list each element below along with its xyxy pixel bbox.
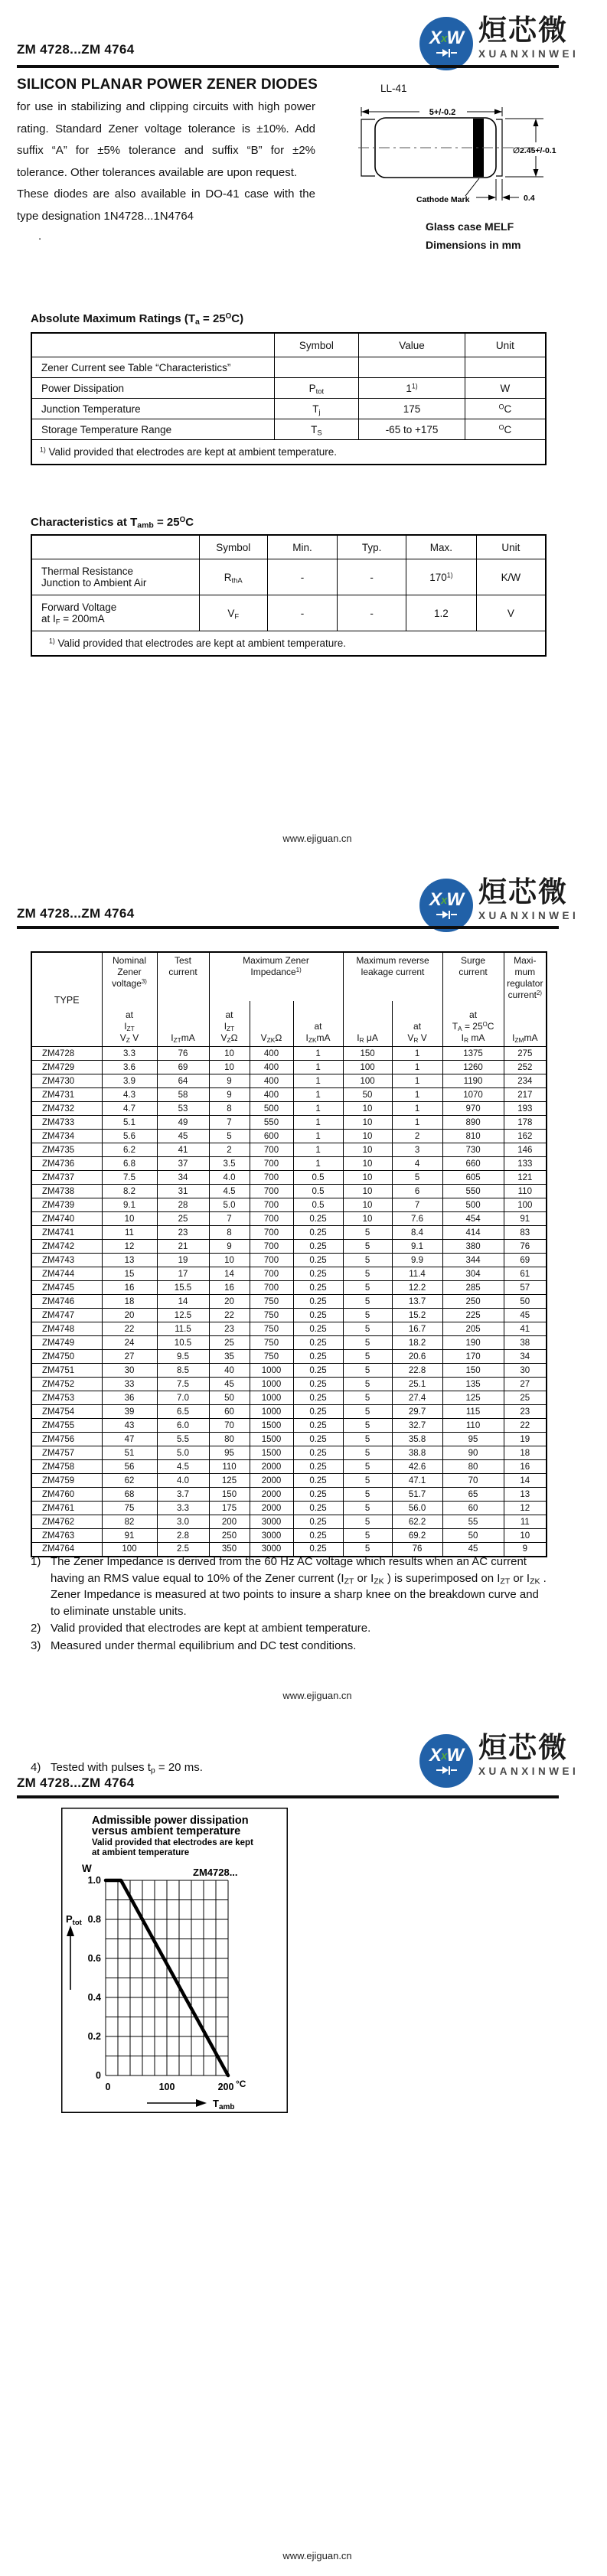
intro-paragraph-2: These diodes are also available in DO-41 case with the type designation 1N4728...1N4764 (17, 187, 315, 223)
logo-letters: XxW (429, 27, 463, 48)
sub-vzk-ohm: $V_{ZK}\Omega$ (250, 1001, 293, 1047)
zener-table-row: ZM4764 100 2.5 350 3000 0.25 5 76 45 9 (31, 1543, 547, 1557)
logo-letters: XxW (429, 1744, 463, 1766)
footnote-4: 4) Tested with pulses $t_p = 20$ ms. (31, 1761, 203, 1775)
group-max-reverse-leakage: Maximum reverse leakage current (343, 952, 442, 1001)
zener-table-row: ZM4729 3.6 69 10 400 1 100 1 1260 252 (31, 1061, 547, 1074)
logo-circle-icon (419, 1734, 473, 1788)
amr-footnote-row: $^{1)}$ Valid provided that electrodes are kept at ambient temperature. (31, 440, 546, 465)
col-unit: Unit (465, 333, 546, 357)
zener-table-row: ZM4733 5.1 49 7 550 1 10 1 890 178 (31, 1116, 547, 1130)
sub-izm: $I_{ZM}mA$ (504, 1001, 547, 1047)
zener-table-row: ZM4738 8.2 31 4.5 700 0.5 10 6 550 110 (31, 1185, 547, 1198)
zener-table-row: ZM4754 39 6.5 60 1000 0.25 5 29.7 115 23 (31, 1405, 547, 1419)
col-symbol: Symbol (274, 333, 359, 357)
dim-diameter-label: ∅2.45+/-0.1 (513, 146, 556, 155)
chr-header-row (31, 535, 546, 559)
svg-text:0.2: 0.2 (87, 2031, 101, 2042)
svg-text:100: 100 (158, 2082, 175, 2092)
logo-letters: XxW (429, 889, 463, 910)
zener-table-row: ZM4751 30 8.5 40 1000 0.25 5 22.8 150 30 (31, 1364, 547, 1378)
zener-table-row: ZM4760 68 3.7 150 2000 0.25 5 51.7 65 13 (31, 1488, 547, 1502)
svg-text:200: 200 (217, 2082, 234, 2092)
zener-table-row: ZM4740 10 25 7 700 0.25 10 7.6 454 91 (31, 1212, 547, 1226)
col-typ: Typ. (338, 535, 406, 559)
y-axis-unit-label: W (82, 1863, 92, 1874)
intro-paragraph-1: for use in stabilizing and clipping circuits with high power rating. Standard Zener voltage tolerance is ±10%. Add suffix “A” for ±5% tolerance and suffix “B” for ±2% tolerance. Other tolerances available are upon request. (17, 100, 315, 179)
amr-row: Storage Temperature Range $T_S$ -65 to +175 $^O$C (31, 419, 546, 440)
footnote: 2) Valid provided that electrodes are kept at ambient temperature. (31, 1622, 371, 1635)
cathode-mark-label: Cathode Mark (416, 195, 470, 204)
zener-table-row: ZM4731 4.3 58 9 400 1 50 1 1070 217 (31, 1088, 547, 1102)
col-symbol: Symbol (199, 535, 267, 559)
brand-text (478, 14, 579, 60)
table-footnotes (31, 1554, 550, 1655)
case-type-label: Glass case MELF (426, 220, 514, 233)
zener-table-row: ZM4750 27 9.5 35 750 0.25 5 20.6 170 34 (31, 1350, 547, 1364)
sub-header-row (31, 1001, 547, 1047)
brand-name-latin: XUANXINWEI (478, 48, 579, 60)
col-value: Value (359, 333, 465, 357)
brand-name-latin: XUANXINWEI (478, 1766, 579, 1777)
zener-table-row: ZM4728 3.3 76 10 400 1 150 1 1375 275 (31, 1047, 547, 1061)
group-test-current: Test current (157, 952, 209, 1001)
page3-title: ZM 4728...ZM 4764 (17, 1775, 135, 1790)
brand-text (478, 1731, 579, 1777)
svg-text:0.4: 0.4 (87, 1992, 101, 2003)
doc-heading: SILICON PLANAR POWER ZENER DIODES (17, 77, 318, 93)
zener-table-row: ZM4743 13 19 10 700 0.25 5 9.9 344 69 (31, 1254, 547, 1267)
group-max-regulator-current: Maxi- mum regulator current$^{2)}$ (504, 952, 547, 1001)
absolute-maximum-ratings-table (31, 332, 547, 465)
header-rule (17, 926, 559, 929)
zener-table-row: ZM4736 6.8 37 3.5 700 1 10 4 660 133 (31, 1157, 547, 1171)
characteristics-table (31, 534, 547, 657)
zener-table-row: ZM4741 11 23 8 700 0.25 5 8.4 414 83 (31, 1226, 547, 1240)
page1-title: ZM 4728...ZM 4764 (17, 42, 135, 57)
amr-row: Junction Temperature $T_j$ 175 $^O$C (31, 399, 546, 419)
col-max: Max. (406, 535, 477, 559)
footnote: 1) The Zener Impedance is derived from the 60 Hz AC voltage which results when an AC current having an RMS value equal to 10% of the Zener current ($I_{ZT}$ or $I_{ZK}$ ) is superimposed on $I_{ZT}$ or $I_{ZK}$ . Zener Impedance is measured at two points to insure a sharp knee on the breakdown curve and to eliminate unstable units. (31, 1555, 547, 1618)
x-axis-unit-label: °C (236, 2079, 246, 2089)
chr-row: Forward Voltage at $I_F = 200mA$ $V_F$ - - 1.2 V (31, 595, 546, 631)
group-header-row (31, 952, 547, 1001)
col-type: TYPE (31, 952, 102, 1047)
zener-table-row: ZM4748 22 11.5 23 750 0.25 5 16.7 205 41 (31, 1322, 547, 1336)
chart-subtitle-line1: Valid provided that electrodes are kept (92, 1838, 253, 1847)
col-min: Min. (267, 535, 338, 559)
diode-symbol-icon (436, 49, 457, 57)
zener-table-row: ZM4763 91 2.8 250 3000 0.25 5 69.2 50 10 (31, 1529, 547, 1543)
svg-text:0: 0 (105, 2082, 111, 2092)
page3-footer-url: www.ejiguan.cn (282, 2550, 352, 2561)
chart-subtitle-line2: at ambient temperature (92, 1848, 190, 1857)
logo-circle-icon (419, 879, 473, 932)
brand-text (478, 876, 579, 921)
zener-table-row: ZM4757 51 5.0 95 1500 0.25 5 38.8 90 18 (31, 1446, 547, 1460)
svg-text:0.8: 0.8 (87, 1914, 101, 1925)
logo-circle-icon (419, 17, 473, 70)
chart-title-line2: versus ambient temperature (92, 1825, 241, 1837)
stray-period: . (38, 230, 42, 243)
zener-table-row: ZM4746 18 14 20 750 0.25 5 13.7 250 50 (31, 1295, 547, 1309)
package-name-label: LL-41 (380, 83, 407, 94)
svg-text:1.0: 1.0 (87, 1875, 101, 1886)
group-nominal-zener-voltage: Nominal Zener voltage$^{3)}$ (102, 952, 157, 1001)
diode-symbol-icon (436, 911, 457, 919)
zener-table-row: ZM4732 4.7 53 8 500 1 10 1 970 193 (31, 1102, 547, 1116)
dim-cap-label: 0.4 (524, 194, 535, 203)
dimensions-unit-label: Dimensions in mm (426, 239, 521, 251)
zener-table-row: ZM4752 33 7.5 45 1000 0.25 5 25.1 135 27 (31, 1378, 547, 1391)
page2-footer-url: www.ejiguan.cn (282, 1690, 352, 1701)
col-unit: Unit (476, 535, 546, 559)
brand-name-latin: XUANXINWEI (478, 910, 579, 921)
amr-heading: Absolute Maximum Ratings $(T_a = 25^OC)$ (31, 312, 244, 327)
brand-name-cn: 烜芯微 (478, 1732, 568, 1763)
series-label: ZM4728... (193, 1867, 238, 1878)
group-surge-current: Surge current (442, 952, 504, 1001)
sub-izt: $I_{ZT}mA$ (157, 1001, 209, 1047)
brand-name-cn: 烜芯微 (478, 15, 568, 46)
zener-table-row: ZM4761 75 3.3 175 2000 0.25 5 56.0 60 12 (31, 1502, 547, 1515)
sub-vr: at $V_R$ V (392, 1001, 442, 1047)
zener-table-row: ZM4734 5.6 45 5 600 1 10 2 810 162 (31, 1130, 547, 1143)
chr-footnote-row: $^{1)}$ Valid provided that electrodes are kept at ambient temperature. (31, 631, 546, 657)
power-derating-chart (61, 1808, 288, 2113)
amr-row: Power Dissipation $P_{tot}$ 1$^{1)}$ W (31, 378, 546, 399)
group-max-zener-impedance: Maximum Zener Impedance$^{1)}$ (209, 952, 343, 1001)
zener-table-row: ZM4735 6.2 41 2 700 1 10 3 730 146 (31, 1143, 547, 1157)
characteristics-heading: Characteristics at $T_{amb} = 25^OC$ (31, 516, 194, 530)
zener-table-row: ZM4755 43 6.0 70 1500 0.25 5 32.7 110 22 (31, 1419, 547, 1433)
brand-name-cn: 烜芯微 (478, 876, 568, 908)
x-axis-quantity-label: $T_{amb}$ (213, 2098, 235, 2111)
sub-ir: $I_R$ μA (343, 1001, 392, 1047)
zener-table-row: ZM4762 82 3.0 200 3000 0.25 5 62.2 55 11 (31, 1515, 547, 1529)
sub-vz-ohm: at $I_{ZT}$ $V_Z\Omega$ (209, 1001, 250, 1047)
zener-table-row: ZM4744 15 17 14 700 0.25 5 11.4 304 61 (31, 1267, 547, 1281)
zener-table-row: ZM4758 56 4.5 110 2000 0.25 5 42.6 80 16 (31, 1460, 547, 1474)
chart-title-line1: Admissible power dissipation (92, 1815, 249, 1827)
sub-surge-ir: at $T_A = 25^OC$ $I_R$ mA (442, 1001, 504, 1047)
zener-table-row: ZM4747 20 12.5 22 750 0.25 5 15.2 225 45 (31, 1309, 547, 1322)
sub-vz: at $I_{ZT}$ $V_Z$ V (102, 1001, 157, 1047)
y-axis-quantity-label: $P_{tot}$ (66, 1913, 82, 1927)
page1-footer-url: www.ejiguan.cn (282, 833, 352, 844)
zener-characteristics-table (31, 951, 547, 1557)
zener-table-row: ZM4756 47 5.5 80 1500 0.25 5 35.8 95 19 (31, 1433, 547, 1446)
zener-table-row: ZM4742 12 21 9 700 0.25 5 9.1 380 76 (31, 1240, 547, 1254)
zener-table-row: ZM4745 16 15.5 16 700 0.25 5 12.2 285 57 (31, 1281, 547, 1295)
zener-table-row: ZM4753 36 7.0 50 1000 0.25 5 27.4 125 25 (31, 1391, 547, 1405)
svg-text:0.6: 0.6 (87, 1953, 101, 1964)
zener-table-row: ZM4737 7.5 34 4.0 700 0.5 10 5 605 121 (31, 1171, 547, 1185)
zener-table-row: ZM4730 3.9 64 9 400 1 100 1 1190 234 (31, 1074, 547, 1088)
header-rule (17, 65, 559, 68)
page2-title: ZM 4728...ZM 4764 (17, 906, 135, 921)
amr-header-row (31, 333, 546, 357)
diode-symbol-icon (436, 1766, 457, 1775)
brand-logo (419, 1731, 606, 1794)
sub-izk: at $I_{ZK}mA$ (293, 1001, 343, 1047)
zener-table-row: ZM4759 62 4.0 125 2000 0.25 5 47.1 70 14 (31, 1474, 547, 1488)
package-outline-drawing (352, 99, 606, 214)
header-rule (17, 1795, 559, 1798)
zener-table-row: ZM4749 24 10.5 25 750 0.25 5 18.2 190 38 (31, 1336, 547, 1350)
amr-row: Zener Current see Table “Characteristics” (31, 357, 546, 378)
dim-length-label: 5+/-0.2 (429, 108, 456, 117)
svg-text:0: 0 (96, 2070, 101, 2081)
footnote: 3) Measured under thermal equilibrium and DC test conditions. (31, 1639, 357, 1652)
zener-table-row: ZM4739 9.1 28 5.0 700 0.5 10 7 500 100 (31, 1198, 547, 1212)
chr-row: Thermal Resistance Junction to Ambient Air $R_{thA}$ - - 170$^{1)}$ K/W (31, 559, 546, 595)
